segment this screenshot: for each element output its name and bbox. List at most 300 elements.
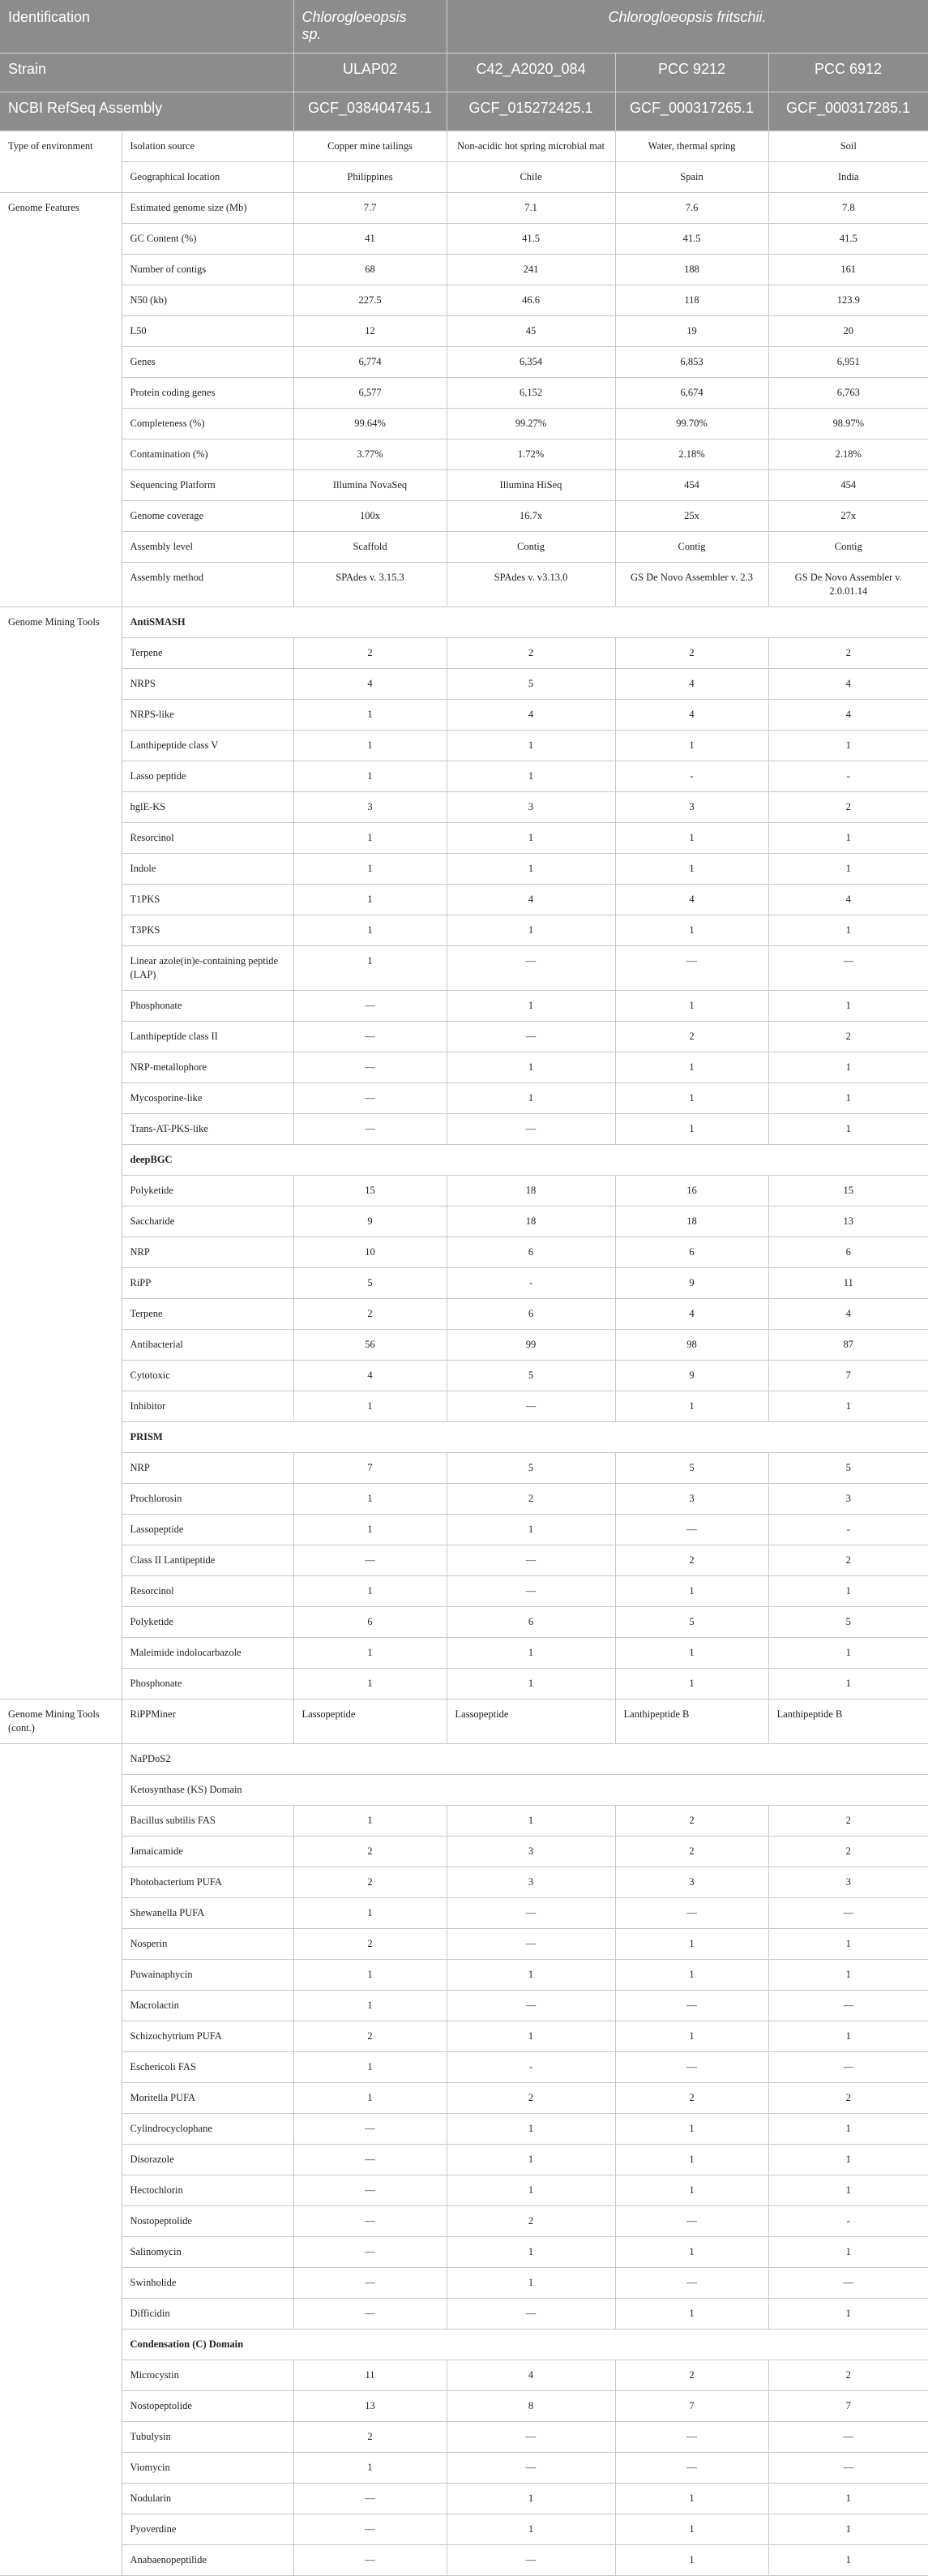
- row-value: 99.27%: [447, 409, 615, 439]
- row-value: —: [293, 991, 447, 1022]
- table-row: [0, 2021, 928, 2052]
- table-row: [0, 2545, 928, 2576]
- row-value: 1: [293, 2052, 447, 2083]
- row-label: Mycosporine-like: [122, 1083, 293, 1114]
- row-value: 1: [447, 2514, 615, 2545]
- row-label: Schizochytrium PUFA: [122, 2021, 293, 2052]
- section-genome-features: Genome Features: [0, 193, 122, 607]
- table-row: [0, 1775, 928, 1806]
- row-value: 1: [615, 991, 768, 1022]
- row-value: 18: [447, 1176, 615, 1207]
- row-value: 2: [293, 1929, 447, 1960]
- row-value: 1: [447, 915, 615, 946]
- section-environment: Type of environment: [0, 131, 122, 193]
- row-label: RiPPMiner: [122, 1699, 293, 1744]
- row-label: Completeness (%): [122, 409, 293, 439]
- row-value: 1: [447, 854, 615, 885]
- assembly-label: NCBI RefSeq Assembly: [0, 92, 293, 131]
- table-row: [0, 1699, 928, 1744]
- identification-label: Identification: [0, 0, 293, 54]
- row-value: —: [447, 2299, 615, 2330]
- table-row: [0, 1806, 928, 1837]
- row-label: Pyoverdine: [122, 2514, 293, 2545]
- row-value: Contig: [768, 532, 928, 563]
- row-value: 7.6: [615, 193, 768, 224]
- table-row: [0, 1453, 928, 1484]
- row-value: 1: [615, 915, 768, 946]
- row-value: 19: [615, 316, 768, 347]
- row-value: 98.97%: [768, 409, 928, 439]
- table-body: [0, 131, 928, 2576]
- row-value: 1: [447, 2175, 615, 2206]
- row-value: 1.72%: [447, 439, 615, 470]
- row-value: 2: [615, 1022, 768, 1052]
- row-value: 5: [447, 669, 615, 700]
- row-value: Lanthipeptide B: [768, 1699, 928, 1744]
- row-value: 4: [615, 700, 768, 731]
- row-value: 5: [768, 1453, 928, 1484]
- row-value: 1: [293, 1391, 447, 1422]
- row-value: —: [293, 2514, 447, 2545]
- row-label: Lanthipeptide class V: [122, 731, 293, 761]
- table-row: [0, 946, 928, 991]
- row-value: 1: [447, 1960, 615, 1991]
- row-label: Cytotoxic: [122, 1361, 293, 1391]
- row-value: 1: [447, 2237, 615, 2268]
- row-value: 3: [615, 1867, 768, 1898]
- table-row: [0, 2268, 928, 2299]
- row-label: Anabaenopeptilide: [122, 2545, 293, 2576]
- row-value: 2: [293, 2021, 447, 2052]
- table-row: [0, 224, 928, 255]
- row-value: 123.9: [768, 285, 928, 316]
- row-label: Cylindrocyclophane: [122, 2114, 293, 2145]
- strain-label: Strain: [0, 54, 293, 92]
- row-value: —: [293, 1545, 447, 1576]
- row-value: —: [447, 1391, 615, 1422]
- row-value: 4: [768, 885, 928, 915]
- row-value: 3: [293, 792, 447, 823]
- row-value: 7: [293, 1453, 447, 1484]
- row-value: 7: [768, 1361, 928, 1391]
- row-value: —: [447, 946, 615, 991]
- row-value: 6,674: [615, 378, 768, 409]
- row-value: 41.5: [768, 224, 928, 255]
- row-label: Prochlorosin: [122, 1484, 293, 1515]
- table-row: [0, 2206, 928, 2237]
- row-value: 1: [447, 1638, 615, 1669]
- row-value: 1: [447, 823, 615, 854]
- assembly-1: GCF_038404745.1: [293, 92, 447, 131]
- table-row: [0, 1237, 928, 1268]
- row-label: T1PKS: [122, 885, 293, 915]
- prism-subheader: PRISM: [122, 1422, 928, 1453]
- row-label: Terpene: [122, 1299, 293, 1330]
- row-value: 1: [768, 823, 928, 854]
- row-label: Jamaicamide: [122, 1837, 293, 1867]
- row-value: —: [615, 1991, 768, 2021]
- row-label: Salinomycin: [122, 2237, 293, 2268]
- header-row-strain: [0, 54, 928, 92]
- row-value: 1: [615, 1576, 768, 1607]
- row-value: 7: [768, 2391, 928, 2422]
- row-label: Nosperin: [122, 1929, 293, 1960]
- row-value: 1: [447, 1806, 615, 1837]
- row-value: —: [447, 2422, 615, 2453]
- table-row: [0, 1837, 928, 1867]
- row-value: —: [293, 2114, 447, 2145]
- row-value: 1: [293, 823, 447, 854]
- row-value: 1: [293, 946, 447, 991]
- row-value: 1: [447, 1515, 615, 1545]
- row-value: 1: [293, 2083, 447, 2114]
- row-label: Lasso peptide: [122, 761, 293, 792]
- row-value: —: [768, 1898, 928, 1929]
- row-value: 1: [615, 2145, 768, 2175]
- row-value: 3: [615, 1484, 768, 1515]
- row-value: 1: [768, 2514, 928, 2545]
- row-label: Resorcinol: [122, 823, 293, 854]
- table-row: [0, 2360, 928, 2391]
- row-value: 2: [768, 1806, 928, 1837]
- row-value: 1: [615, 2514, 768, 2545]
- row-value: Copper mine tailings: [293, 131, 447, 162]
- row-label: NRP: [122, 1453, 293, 1484]
- table-row: [0, 1361, 928, 1391]
- row-value: 1: [293, 1806, 447, 1837]
- row-value: Philippines: [293, 162, 447, 193]
- row-value: 2: [447, 1484, 615, 1515]
- table-row: [0, 2237, 928, 2268]
- row-value: 1: [615, 731, 768, 761]
- row-value: 1: [768, 2545, 928, 2576]
- row-value: 2: [768, 1837, 928, 1867]
- row-value: 1: [615, 2545, 768, 2576]
- row-value: 1: [447, 2114, 615, 2145]
- table-row: [0, 2299, 928, 2330]
- row-value: 1: [768, 2484, 928, 2514]
- row-value: 2: [615, 1545, 768, 1576]
- row-value: 6,853: [615, 347, 768, 378]
- row-value: -: [447, 2052, 615, 2083]
- row-value: 13: [293, 2391, 447, 2422]
- row-value: Lassopeptide: [293, 1699, 447, 1744]
- row-value: 1: [768, 1083, 928, 1114]
- row-value: 1: [768, 2021, 928, 2052]
- row-value: 1: [293, 761, 447, 792]
- table-row: [0, 1176, 928, 1207]
- table-row: [0, 131, 928, 162]
- row-value: 15: [768, 1176, 928, 1207]
- row-value: 2.18%: [768, 439, 928, 470]
- row-value: 3: [447, 792, 615, 823]
- table-row: [0, 1422, 928, 1453]
- row-value: 9: [615, 1268, 768, 1299]
- row-label: Class II Lantipeptide: [122, 1545, 293, 1576]
- row-value: 1: [768, 2114, 928, 2145]
- row-value: 1: [447, 1669, 615, 1699]
- row-value: 1: [615, 2299, 768, 2330]
- row-label: Isolation source: [122, 131, 293, 162]
- row-label: Lanthipeptide class II: [122, 1022, 293, 1052]
- table-row: [0, 2453, 928, 2484]
- table-row: [0, 532, 928, 563]
- row-value: 1: [768, 1638, 928, 1669]
- row-value: 41.5: [447, 224, 615, 255]
- row-value: 4: [615, 1299, 768, 1330]
- row-value: 1: [615, 823, 768, 854]
- row-value: GS De Novo Assembler v. 2.3: [615, 563, 768, 607]
- row-value: 56: [293, 1330, 447, 1361]
- row-label: Polyketide: [122, 1607, 293, 1638]
- table-row: [0, 1898, 928, 1929]
- row-label: Contamination (%): [122, 439, 293, 470]
- row-label: Nostopeptolide: [122, 2206, 293, 2237]
- row-value: —: [447, 1898, 615, 1929]
- row-label: Indole: [122, 854, 293, 885]
- row-value: 1: [615, 1669, 768, 1699]
- row-value: 11: [768, 1268, 928, 1299]
- row-value: 6,951: [768, 347, 928, 378]
- row-value: Contig: [447, 532, 615, 563]
- table-row: [0, 2330, 928, 2360]
- row-value: 87: [768, 1330, 928, 1361]
- row-value: —: [615, 1515, 768, 1545]
- row-value: 1: [293, 1960, 447, 1991]
- row-value: 6,152: [447, 378, 615, 409]
- section-napdos-blank: [0, 1744, 122, 2576]
- row-value: 8: [447, 2391, 615, 2422]
- row-value: 1: [293, 854, 447, 885]
- row-value: 18: [615, 1207, 768, 1237]
- row-value: —: [293, 1083, 447, 1114]
- row-value: 5: [615, 1607, 768, 1638]
- row-label: RiPP: [122, 1268, 293, 1299]
- row-value: 2: [615, 638, 768, 669]
- row-value: —: [447, 1022, 615, 1052]
- row-value: Scaffold: [293, 532, 447, 563]
- row-value: 1: [447, 2484, 615, 2514]
- row-value: 9: [615, 1361, 768, 1391]
- row-value: 1: [768, 1929, 928, 1960]
- row-value: 6: [615, 1237, 768, 1268]
- row-value: 2: [293, 1837, 447, 1867]
- row-label: Maleimide indolocarbazole: [122, 1638, 293, 1669]
- row-label: Protein coding genes: [122, 378, 293, 409]
- row-value: Spain: [615, 162, 768, 193]
- row-label: Difficidin: [122, 2299, 293, 2330]
- table-row: [0, 1330, 928, 1361]
- row-value: 2: [615, 1837, 768, 1867]
- row-label: Disorazole: [122, 2145, 293, 2175]
- row-value: —: [447, 2453, 615, 2484]
- row-value: 1: [768, 2237, 928, 2268]
- row-label: Polyketide: [122, 1176, 293, 1207]
- row-value: —: [615, 2422, 768, 2453]
- row-value: India: [768, 162, 928, 193]
- row-label: Linear azole(in)e-containing peptide (LAP): [122, 946, 293, 991]
- row-value: 6,577: [293, 378, 447, 409]
- row-value: —: [447, 1991, 615, 2021]
- row-value: —: [293, 2299, 447, 2330]
- row-value: 1: [768, 1576, 928, 1607]
- row-value: 1: [768, 1114, 928, 1145]
- row-value: 45: [447, 316, 615, 347]
- row-value: Non-acidic hot spring microbial mat: [447, 131, 615, 162]
- row-value: —: [293, 2175, 447, 2206]
- row-value: 1: [615, 854, 768, 885]
- row-value: 1: [293, 1515, 447, 1545]
- row-value: 1: [615, 2114, 768, 2145]
- row-value: 1: [447, 1083, 615, 1114]
- row-label: T3PKS: [122, 915, 293, 946]
- header-row-identification: [0, 0, 928, 54]
- row-value: —: [447, 1576, 615, 1607]
- row-value: 1: [447, 731, 615, 761]
- row-label: Shewanella PUFA: [122, 1898, 293, 1929]
- table-row: [0, 193, 928, 224]
- row-value: 1: [293, 700, 447, 731]
- row-label: Saccharide: [122, 1207, 293, 1237]
- table-row: [0, 563, 928, 607]
- row-value: 1: [768, 915, 928, 946]
- table-row: [0, 1960, 928, 1991]
- row-label: NRPS: [122, 669, 293, 700]
- row-value: 2: [768, 792, 928, 823]
- species-1-header: [293, 0, 447, 54]
- deepbgc-subheader: deepBGC: [122, 1145, 928, 1176]
- header-row-assembly: [0, 92, 928, 131]
- row-value: 2: [615, 1806, 768, 1837]
- row-label: Nostopeptolide: [122, 2391, 293, 2422]
- section-genome-mining-tools-cont: Genome Mining Tools (cont.): [0, 1699, 122, 1744]
- row-value: 16.7x: [447, 501, 615, 532]
- row-value: —: [293, 2145, 447, 2175]
- table-row: [0, 285, 928, 316]
- row-value: 3: [447, 1837, 615, 1867]
- table-row: [0, 1929, 928, 1960]
- row-value: 2: [615, 2360, 768, 2391]
- row-value: 1: [293, 1669, 447, 1699]
- row-value: —: [293, 1114, 447, 1145]
- row-value: 2: [615, 2083, 768, 2114]
- row-value: 13: [768, 1207, 928, 1237]
- row-value: 1: [615, 1638, 768, 1669]
- row-value: 1: [293, 731, 447, 761]
- table-row: [0, 470, 928, 501]
- table-row: [0, 991, 928, 1022]
- table-row: [0, 1576, 928, 1607]
- table-row: [0, 854, 928, 885]
- row-value: 3: [447, 1867, 615, 1898]
- row-value: 6: [447, 1237, 615, 1268]
- table-row: [0, 1207, 928, 1237]
- row-value: 2: [447, 2083, 615, 2114]
- row-value: 1: [768, 2145, 928, 2175]
- row-value: 4: [447, 2360, 615, 2391]
- row-value: 1: [293, 1991, 447, 2021]
- table-row: [0, 1083, 928, 1114]
- row-value: Water, thermal spring: [615, 131, 768, 162]
- row-value: 5: [293, 1268, 447, 1299]
- table-row: [0, 607, 928, 638]
- row-value: 1: [615, 1114, 768, 1145]
- table-row: [0, 2145, 928, 2175]
- row-label: Inhibitor: [122, 1391, 293, 1422]
- table-row: [0, 1114, 928, 1145]
- table-row: [0, 2114, 928, 2145]
- row-value: 10: [293, 1237, 447, 1268]
- row-label: NRPS-like: [122, 700, 293, 731]
- row-value: 1: [293, 1638, 447, 1669]
- row-value: 41: [293, 224, 447, 255]
- table-row: [0, 1299, 928, 1330]
- table-row: [0, 347, 928, 378]
- c-domain-subheader: Condensation (C) Domain: [122, 2330, 928, 2360]
- row-label: Nodularin: [122, 2484, 293, 2514]
- table-row: [0, 316, 928, 347]
- row-label: Moritella PUFA: [122, 2083, 293, 2114]
- row-value: 1: [768, 991, 928, 1022]
- row-value: Lassopeptide: [447, 1699, 615, 1744]
- row-value: 1: [293, 915, 447, 946]
- row-value: 7.8: [768, 193, 928, 224]
- row-value: 1: [768, 2175, 928, 2206]
- row-value: 1: [447, 2145, 615, 2175]
- row-value: —: [293, 2206, 447, 2237]
- row-value: 1: [615, 1052, 768, 1083]
- row-value: 1: [447, 761, 615, 792]
- row-value: 2: [768, 1545, 928, 1576]
- row-value: 3: [615, 792, 768, 823]
- row-value: 1: [293, 1576, 447, 1607]
- row-label: Assembly method: [122, 563, 293, 607]
- row-value: 1: [447, 1052, 615, 1083]
- assembly-2: GCF_015272425.1: [447, 92, 615, 131]
- row-value: 1: [293, 1484, 447, 1515]
- table-row: [0, 1515, 928, 1545]
- row-value: 3: [768, 1484, 928, 1515]
- row-label: Geographical location: [122, 162, 293, 193]
- table-row: [0, 1744, 928, 1775]
- row-value: 6: [447, 1607, 615, 1638]
- row-value: 11: [293, 2360, 447, 2391]
- row-value: 1: [293, 1898, 447, 1929]
- row-label: Number of contigs: [122, 255, 293, 285]
- row-value: 2.18%: [615, 439, 768, 470]
- table-row: [0, 885, 928, 915]
- row-value: 1: [615, 1960, 768, 1991]
- row-value: 1: [615, 1391, 768, 1422]
- table-row: [0, 2422, 928, 2453]
- table-row: [0, 439, 928, 470]
- row-value: 18: [447, 1207, 615, 1237]
- row-value: —: [293, 2268, 447, 2299]
- table-row: [0, 2484, 928, 2514]
- row-value: 99.70%: [615, 409, 768, 439]
- row-value: —: [768, 1991, 928, 2021]
- row-value: 1: [768, 1052, 928, 1083]
- row-label: Genome coverage: [122, 501, 293, 532]
- species-2-header: Chlorogloeopsis fritschii.: [447, 0, 928, 54]
- row-label: Viomycin: [122, 2453, 293, 2484]
- row-value: 6: [768, 1237, 928, 1268]
- row-label: Macrolactin: [122, 1991, 293, 2021]
- table-row: [0, 1867, 928, 1898]
- row-value: 188: [615, 255, 768, 285]
- row-value: 1: [615, 2484, 768, 2514]
- row-value: 25x: [615, 501, 768, 532]
